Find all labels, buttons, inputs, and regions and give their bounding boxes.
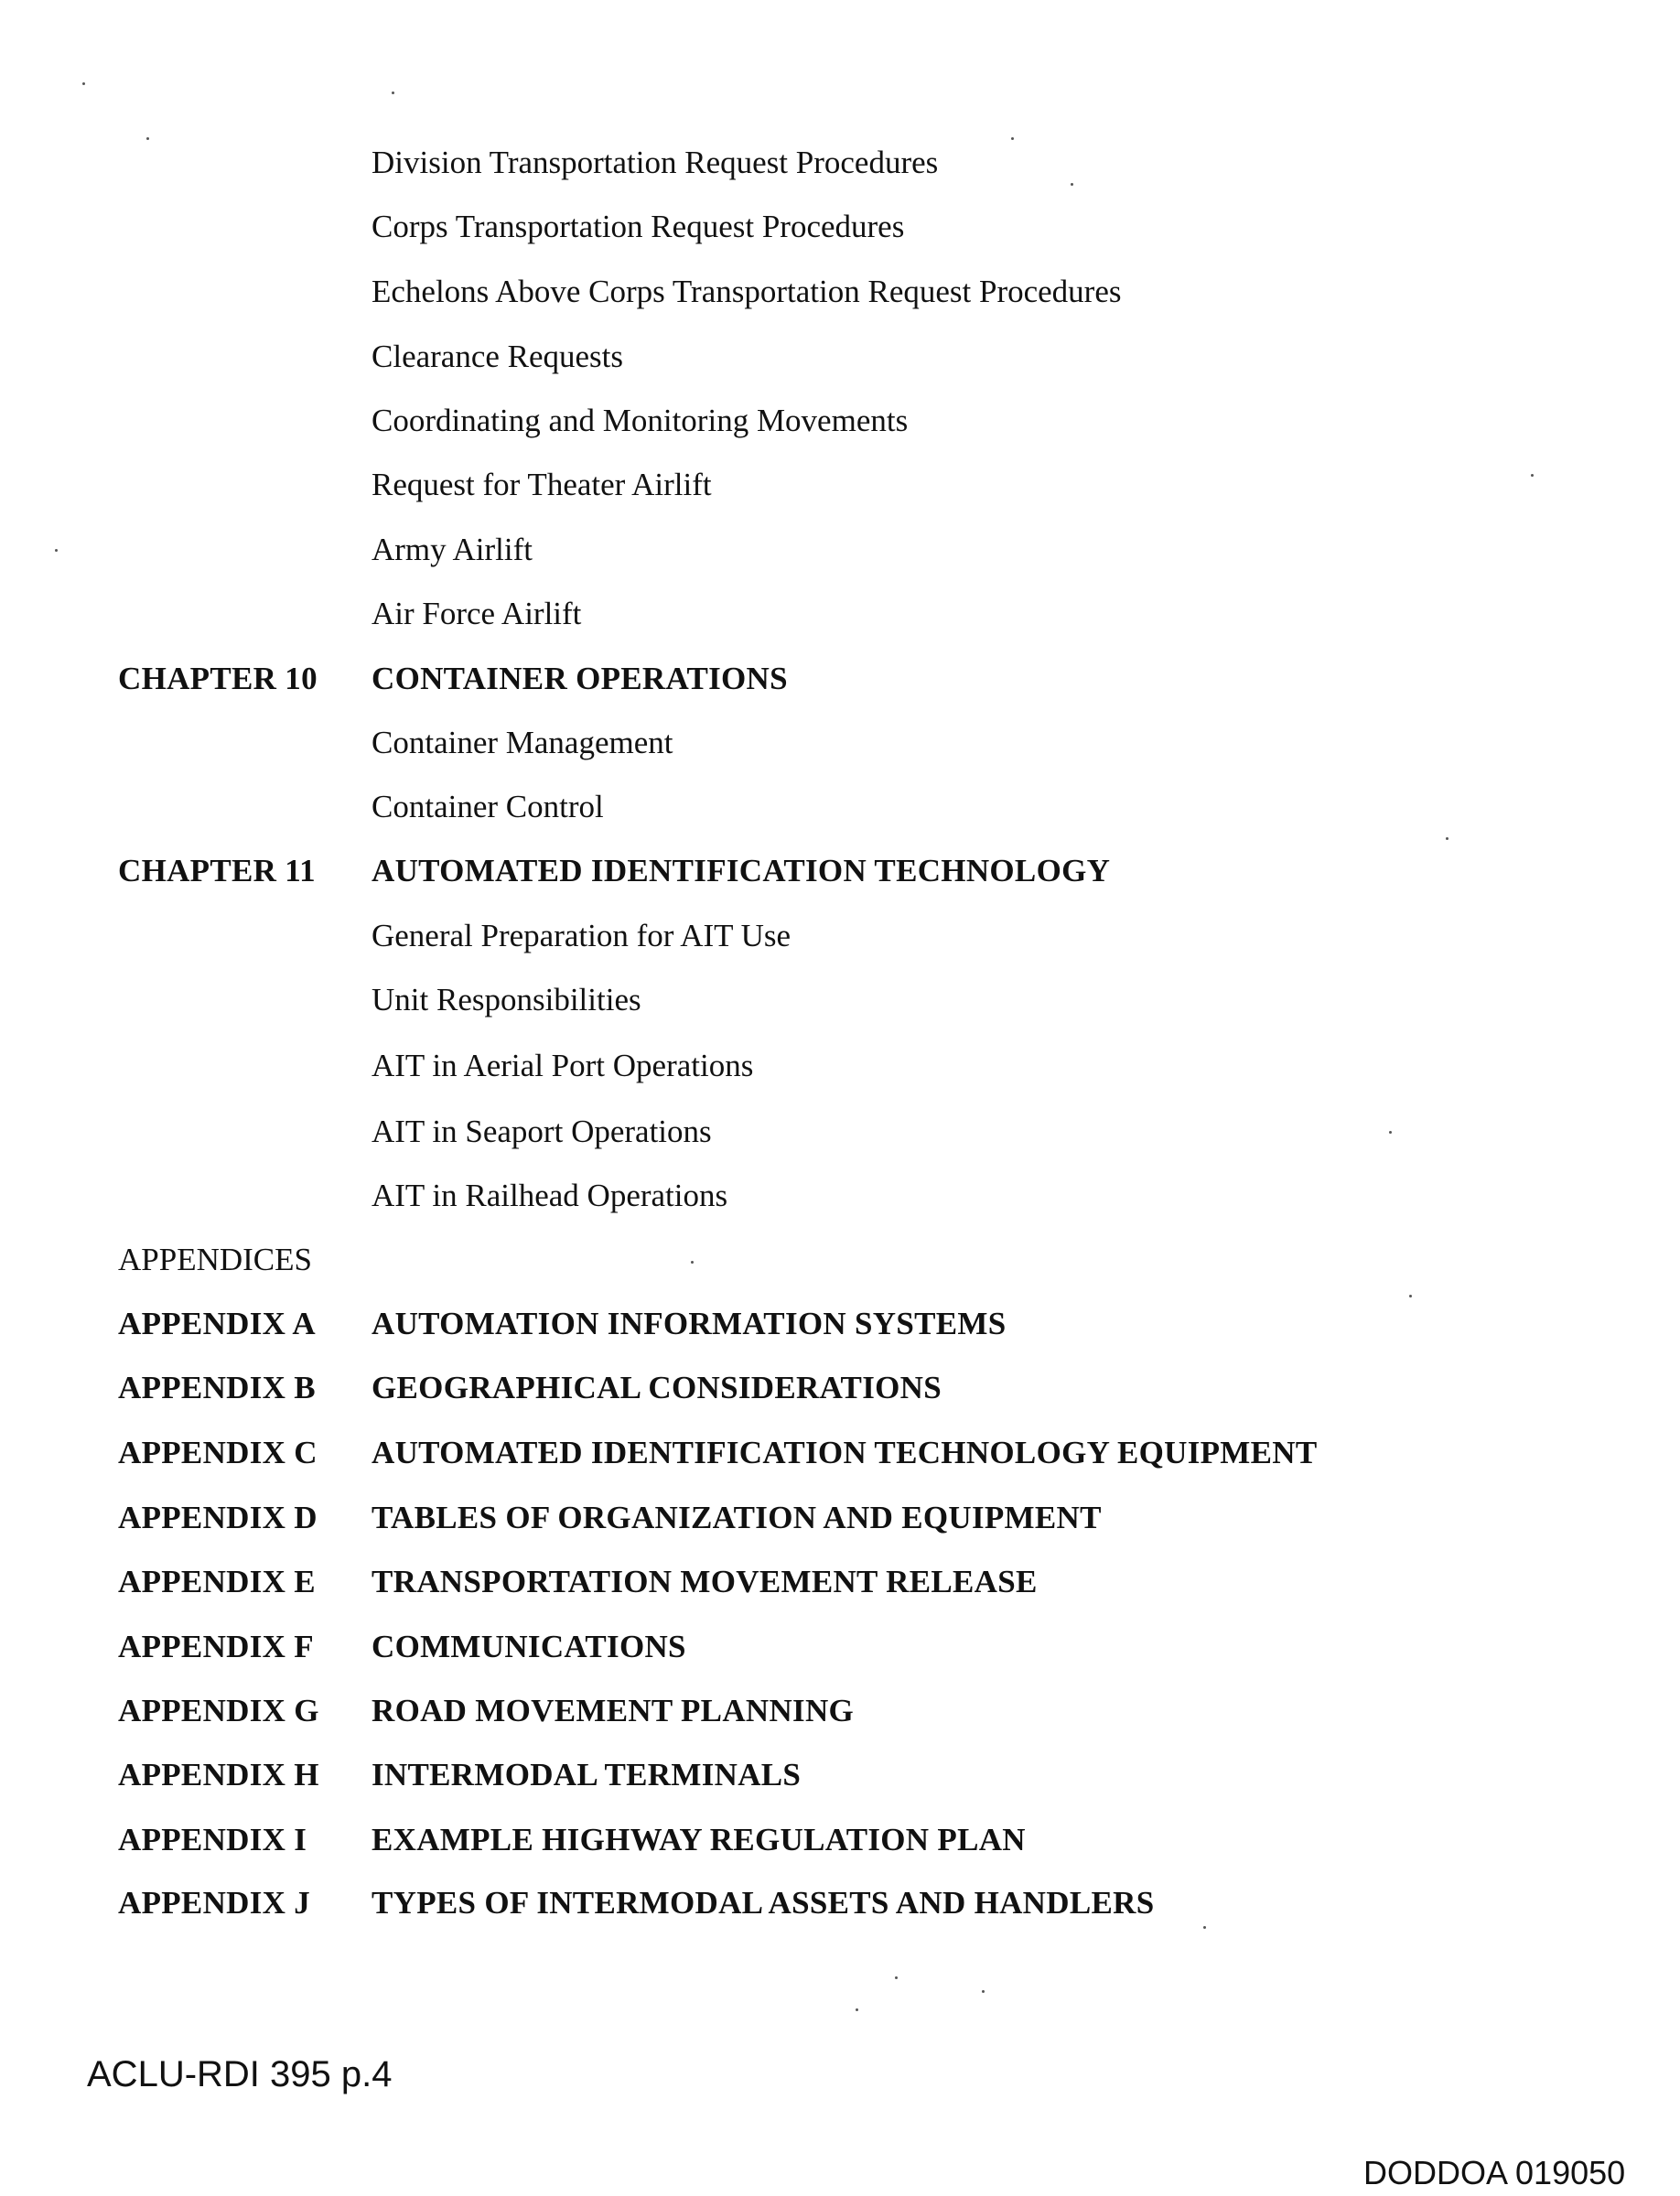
toc-title: Container Management bbox=[372, 725, 673, 760]
scan-speck bbox=[1409, 1295, 1412, 1297]
toc-title: AIT in Railhead Operations bbox=[372, 1178, 728, 1213]
toc-line bbox=[0, 1297, 1680, 1351]
toc-title: Division Transportation Request Procedures bbox=[372, 145, 939, 180]
appendix-label: APPENDIX C bbox=[118, 1435, 318, 1470]
toc-line bbox=[0, 780, 1680, 834]
appendix-title: EXAMPLE HIGHWAY REGULATION PLAN bbox=[372, 1822, 1026, 1857]
toc-line bbox=[0, 522, 1680, 577]
appendix-title: TYPES OF INTERMODAL ASSETS AND HANDLERS bbox=[372, 1885, 1155, 1921]
scan-speck bbox=[1446, 837, 1448, 840]
appendix-title: ROAD MOVEMENT PLANNING bbox=[372, 1693, 855, 1728]
toc-line bbox=[0, 1039, 1680, 1093]
toc-line bbox=[0, 973, 1680, 1028]
toc-line bbox=[0, 1168, 1680, 1223]
scan-speck bbox=[1531, 474, 1534, 477]
toc-line bbox=[0, 909, 1680, 963]
chapter-title: CONTAINER OPERATIONS bbox=[372, 661, 788, 696]
scan-speck bbox=[982, 1990, 985, 1993]
toc-line bbox=[0, 1233, 1680, 1287]
toc-line bbox=[0, 1813, 1680, 1868]
chapter-label: CHAPTER 11 bbox=[118, 853, 316, 888]
scan-speck bbox=[1203, 1926, 1206, 1929]
toc-title: Coordinating and Monitoring Movements bbox=[372, 403, 909, 438]
scan-speck bbox=[146, 137, 149, 140]
toc-title: Container Control bbox=[372, 789, 604, 824]
appendix-label: APPENDIX E bbox=[118, 1564, 316, 1599]
chapter-title: AUTOMATED IDENTIFICATION TECHNOLOGY bbox=[372, 853, 1111, 888]
toc-line bbox=[0, 1555, 1680, 1609]
scan-speck bbox=[856, 2008, 858, 2011]
appendix-title: INTERMODAL TERMINALS bbox=[372, 1757, 802, 1792]
toc-line bbox=[0, 1361, 1680, 1416]
toc-line bbox=[0, 1748, 1680, 1803]
toc-line bbox=[0, 135, 1680, 190]
toc-title: Army Airlift bbox=[372, 532, 533, 567]
toc-title: Request for Theater Airlift bbox=[372, 467, 712, 502]
chapter-label: CHAPTER 10 bbox=[118, 661, 318, 696]
toc-title: Corps Transportation Request Procedures bbox=[372, 209, 905, 244]
appendix-title: COMMUNICATIONS bbox=[372, 1629, 686, 1664]
toc-line bbox=[0, 1684, 1680, 1738]
bates-number: DODDOA 019050 bbox=[1363, 2154, 1626, 2191]
toc-title: AIT in Seaport Operations bbox=[372, 1114, 712, 1149]
toc-line bbox=[0, 1426, 1680, 1480]
toc-line bbox=[0, 458, 1680, 512]
appendix-title: TABLES OF ORGANIZATION AND EQUIPMENT bbox=[372, 1500, 1102, 1535]
toc-line bbox=[0, 329, 1680, 384]
appendix-label: APPENDIX H bbox=[118, 1757, 319, 1792]
toc-line bbox=[0, 393, 1680, 448]
toc-line bbox=[0, 1620, 1680, 1674]
appendix-title: AUTOMATION INFORMATION SYSTEMS bbox=[372, 1306, 1007, 1341]
toc-line bbox=[0, 844, 1680, 899]
scan-speck bbox=[895, 1976, 898, 1979]
toc-line bbox=[0, 264, 1680, 319]
scan-speck bbox=[1389, 1131, 1392, 1134]
appendix-title: AUTOMATED IDENTIFICATION TECHNOLOGY EQUIPMENT bbox=[372, 1435, 1318, 1470]
scan-speck bbox=[392, 92, 394, 94]
appendix-title: GEOGRAPHICAL CONSIDERATIONS bbox=[372, 1370, 942, 1405]
document-reference: ACLU-RDI 395 p.4 bbox=[87, 2054, 393, 2094]
toc-title: Unit Responsibilities bbox=[372, 982, 641, 1017]
appendices-heading: APPENDICES bbox=[118, 1242, 312, 1277]
appendix-label: APPENDIX G bbox=[118, 1693, 319, 1728]
toc-title: General Preparation for AIT Use bbox=[372, 918, 792, 953]
toc-line bbox=[0, 1876, 1680, 1931]
appendix-label: APPENDIX J bbox=[118, 1885, 311, 1921]
appendix-label: APPENDIX A bbox=[118, 1306, 316, 1341]
toc-line bbox=[0, 1104, 1680, 1159]
toc-title: Clearance Requests bbox=[372, 339, 624, 374]
toc-title: AIT in Aerial Port Operations bbox=[372, 1048, 754, 1083]
toc-title: Echelons Above Corps Transportation Request Procedures bbox=[372, 274, 1122, 309]
appendix-label: APPENDIX F bbox=[118, 1629, 314, 1664]
toc-line bbox=[0, 587, 1680, 641]
appendix-title: TRANSPORTATION MOVEMENT RELEASE bbox=[372, 1564, 1038, 1599]
scan-speck bbox=[691, 1261, 694, 1264]
toc-line bbox=[0, 716, 1680, 770]
appendix-label: APPENDIX B bbox=[118, 1370, 316, 1405]
appendix-label: APPENDIX I bbox=[118, 1822, 307, 1857]
toc-title: Air Force Airlift bbox=[372, 596, 582, 631]
scan-speck bbox=[82, 82, 85, 85]
appendix-label: APPENDIX D bbox=[118, 1500, 318, 1535]
toc-line bbox=[0, 199, 1680, 254]
toc-line bbox=[0, 1491, 1680, 1545]
scan-speck bbox=[55, 549, 58, 552]
scan-speck bbox=[1011, 137, 1014, 140]
scan-speck bbox=[1071, 183, 1073, 186]
toc-line bbox=[0, 651, 1680, 706]
